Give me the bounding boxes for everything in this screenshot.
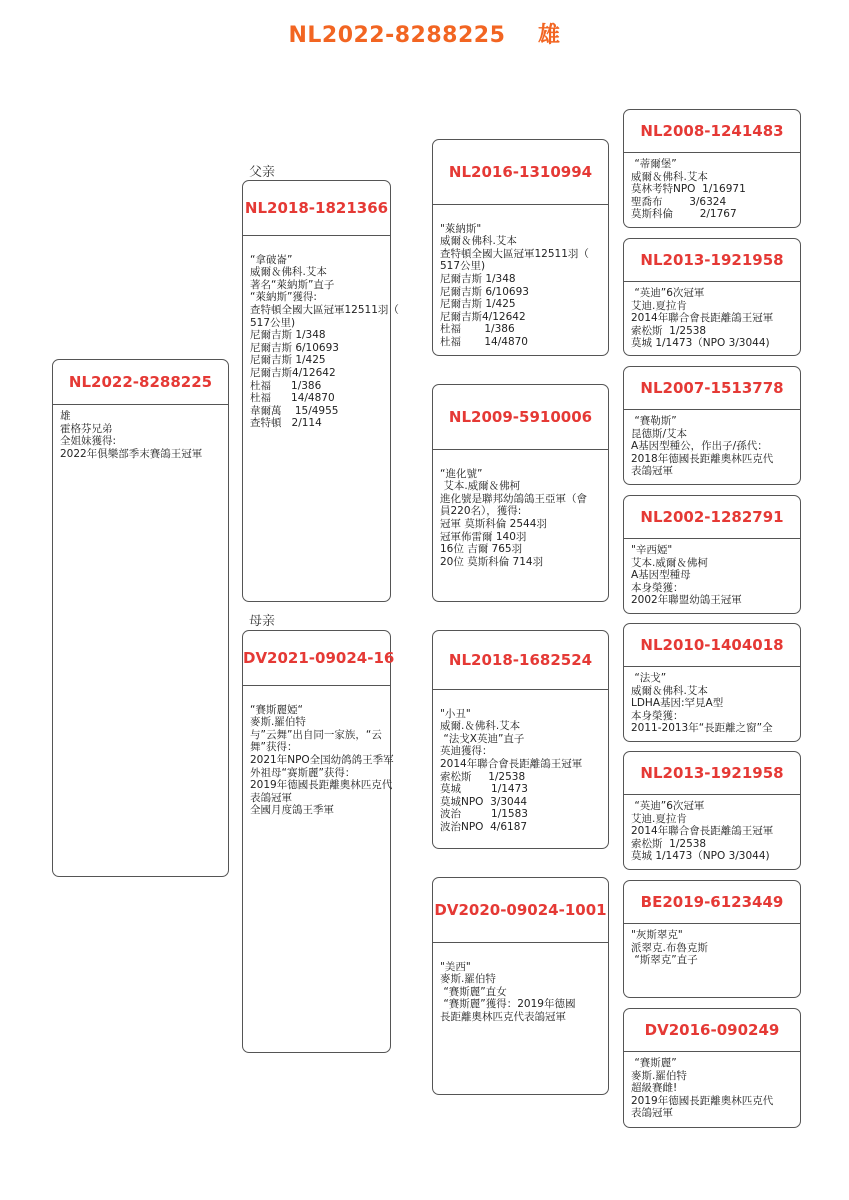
detail-line: 波治NPO 4/6187 [440,820,528,833]
detail-line: LDHA基因:罕見A型 [631,697,724,710]
detail-line: “法戈” [631,672,667,684]
sire-dam-sire-ring-number: NL2007-1513778 [624,367,800,410]
detail-line: 与”云舞”出自同一家族，“云 [250,728,382,741]
subject-card [52,359,229,877]
detail-line: “賽斯麗”獲得：2019年德國 [440,998,576,1011]
detail-line: 杜福 14/4870 [440,335,528,348]
detail-line: 2011-2013年“長距離之窗”全 [631,722,773,735]
detail-line: “英迪”6次冠軍 [631,800,705,812]
detail-line: “賽斯麗婭“ [250,703,303,716]
detail-line [440,695,602,708]
detail-line: "灰斯翠克" [631,929,683,941]
detail-line: “英迪”6次冠軍 [631,287,705,299]
sire-sire-dam-card [623,238,801,356]
dam-sire-sire-card [623,623,801,742]
detail-line: 杜福 1/386 [440,323,515,336]
sire-sire-sire-ring-number: NL2008-1241483 [624,110,800,153]
detail-line: 艾迪.夏拉肯 [631,299,687,312]
detail-line: “賽勒斯” [631,415,677,427]
detail-line: 莫斯科倫 2/1767 [631,208,737,221]
dam-sire-dam-card [623,751,801,870]
dam-dam-card [432,877,609,1095]
detail-line: 尼爾吉斯 1/425 [250,354,326,367]
detail-line: 莫林考特NPO 1/16971 [631,183,746,196]
detail-line: 查特頓全國大區冠軍12511羽（ [440,247,589,260]
sire-dam-card [432,384,609,602]
detail-line: 杜福 1/386 [250,379,322,392]
sire-section-label: 父亲 [249,165,276,180]
dam-ring-number: DV2021-09024-16 [243,631,390,686]
detail-line [250,241,384,254]
detail-line [440,210,602,223]
detail-line: 杜福 14/4870 [250,392,335,405]
detail-line: 尼爾吉斯 6/10693 [440,285,529,298]
detail-line: 威爾＆佛科.艾本 [440,235,517,248]
detail-line: 英迪獲得： [440,745,493,758]
detail-line: 麥斯.羅伯特 [250,716,306,729]
detail-line: 莫城NPO 3/3044 [440,795,528,808]
sire-card [242,180,399,602]
detail-line: "美西" [440,960,471,973]
detail-line: 16位 吉爾 765羽 [440,543,523,556]
detail-line: 2014年聯合會長距離鴿王冠軍 [440,757,583,770]
detail-line: 麥斯.羅伯特 [440,973,496,986]
sire-sire-dam-details [624,282,800,354]
detail-line: 艾迪.夏拉肯 [631,812,687,825]
detail-line: 2002年聯盟幼鴿王冠軍 [631,594,742,607]
sire-dam-details [433,450,608,572]
sire-ring-number: NL2018-1821366 [243,181,390,236]
detail-line: 2021年NPO全国幼鸽鸽王季军 [250,753,394,766]
detail-line: 冠軍佈雷爾 140羽 [440,530,527,543]
detail-line: 尼爾吉斯 1/348 [440,272,516,285]
detail-line: “賽斯麗”直女 [440,985,507,998]
detail-line: “斯翠克”直子 [631,954,698,967]
detail-line: 20位 莫斯科倫 714羽 [440,555,544,568]
detail-line: A基因型種公，作出子/孫代： [631,440,768,453]
detail-line: "萊納斯" [440,222,482,235]
dam-sire-sire-ring-number: NL2010-1404018 [624,624,800,667]
sire-sire-sire-details [624,153,800,225]
dam-sire-dam-ring-number: NL2013-1921958 [624,752,800,795]
detail-line: 超級賽雌! [631,1082,678,1095]
detail-line: 2014年聯合會長距離鴿王冠軍 [631,825,774,838]
detail-line: 莫城 1/1473 [440,783,528,796]
detail-line: 威爾＆佛科.艾本 [631,684,708,697]
detail-line: 威爾＆佛科.艾本 [631,170,708,183]
detail-line: 尼爾吉斯 6/10693 [250,341,339,354]
detail-line: 進化號是聯邦幼鴿鴿王亞軍（會 [440,492,587,505]
detail-line: 2018年德國長距離奧林匹克代 [631,452,774,465]
detail-line: 索松斯 1/2538 [631,837,707,850]
sire-sire-card [432,139,609,356]
detail-line: 尼爾吉斯 1/425 [440,298,516,311]
dam-card [242,630,395,1053]
detail-line: 派翠克.布魯克斯 [631,941,708,954]
detail-line: 2022年俱樂部季末賽鴿王冠軍 [60,447,203,460]
detail-line: 韋爾萬 15/4955 [250,404,339,417]
detail-line: 查特頓 2/114 [250,417,322,430]
sire-dam-ring-number: NL2009-5910006 [433,385,608,450]
detail-line: 昆德斯/艾本 [631,427,688,440]
detail-line: 尼爾吉斯4/12642 [440,310,526,323]
detail-line: “法戈X英迪”直子 [440,732,525,745]
detail-line: 2014年聯合會長距離鴿王冠軍 [631,312,774,325]
sire-sire-dam-ring-number: NL2013-1921958 [624,239,800,282]
detail-line [250,691,384,704]
page-title: NL2022-8288225 雄 [288,23,561,48]
detail-line: 2019年德國長距離奧林匹克代 [250,779,393,792]
dam-sire-ring-number: NL2018-1682524 [433,631,608,690]
dam-details [243,686,394,821]
detail-line: 艾本.威爾＆佛柯 [631,556,708,569]
dam-section-label: 母亲 [249,614,276,629]
detail-line: 517公里) [440,260,486,273]
detail-line: “蒂爾堡” [631,158,677,170]
detail-line: 艾本.威爾＆佛柯 [440,480,521,493]
detail-line: “賽斯麗” [631,1057,677,1069]
sire-dam-sire-details [624,410,800,482]
sire-sire-sire-card [623,109,801,228]
subject-details [53,405,228,464]
detail-line: "小丑" [440,707,471,720]
dam-sire-dam-details [624,795,800,867]
detail-line: 波治 1/1583 [440,808,528,821]
sire-dam-sire-card [623,366,801,485]
detail-line: “拿破崙” [250,253,293,266]
dam-dam-dam-ring-number: DV2016-090249 [624,1009,800,1052]
detail-line [440,455,602,468]
detail-line: 莫城 1/1473（NPO 3/3044) [631,337,770,350]
detail-line: 長距離奧林匹克代表鴿冠軍 [440,1010,566,1023]
sire-sire-ring-number: NL2016-1310994 [433,140,608,205]
detail-line: 雄 [60,410,71,422]
detail-line: 冠軍 莫斯科倫 2544羽 [440,517,547,530]
detail-line: 表鴿冠軍 [250,791,292,804]
detail-line: 尼爾吉斯 1/348 [250,329,326,342]
detail-line: “萊納斯”獲得: [250,291,317,304]
dam-dam-sire-ring-number: BE2019-6123449 [624,881,800,924]
sire-dam-dam-ring-number: NL2002-1282791 [624,496,800,539]
sire-dam-dam-card [623,495,801,614]
dam-sire-details [433,690,608,838]
detail-line [440,948,602,961]
detail-line: 表鴿冠軍 [631,1107,673,1120]
detail-line: 索松斯 1/2538 [631,324,707,337]
detail-line: 尼爾吉斯4/12642 [250,366,336,379]
detail-line: 麥斯.羅伯特 [631,1069,687,1082]
sire-dam-dam-details [624,539,800,611]
dam-dam-dam-details [624,1052,800,1124]
detail-line: 索松斯 1/2538 [440,770,526,783]
dam-dam-sire-details [624,924,800,971]
detail-line: 查特頓全國大區冠軍12511羽（ [250,303,399,316]
detail-line: 外祖母“赛斯麗”获得： [250,766,356,779]
detail-line: 本身榮獲： [631,709,684,722]
detail-line: “進化號” [440,467,483,480]
detail-line: 全國月度鴿王季軍 [250,804,334,817]
dam-dam-ring-number: DV2020-09024-1001 [433,878,608,943]
sire-sire-details [433,205,608,353]
detail-line: A基因型種母 [631,569,691,582]
sire-details [243,236,399,434]
detail-line: 霍格芬兄弟 [60,422,113,435]
detail-line: "辛西婭" [631,544,673,556]
subject-ring-number: NL2022-8288225 [53,360,228,405]
detail-line: 舞”获得： [250,741,298,754]
dam-dam-dam-card [623,1008,801,1128]
dam-dam-sire-card [623,880,801,998]
detail-line: 莫城 1/1473（NPO 3/3044) [631,850,770,863]
dam-sire-sire-details [624,667,800,739]
detail-line: 全姐妹獲得: [60,435,117,448]
detail-line: 表鴿冠軍 [631,465,673,478]
detail-line: 本身榮獲： [631,581,684,594]
dam-dam-details [433,943,608,1028]
detail-line: 威爾.＆佛科.艾本 [440,720,521,733]
detail-line: 聖喬布 3/6324 [631,195,727,208]
detail-line: 2019年德國長距離奧林匹克代 [631,1094,774,1107]
detail-line: 著名“萊納斯”直子 [250,278,335,291]
detail-line: 員220名），獲得: [440,505,522,518]
detail-line: 517公里) [250,316,296,329]
detail-line: 威爾＆佛科.艾本 [250,266,327,279]
dam-sire-card [432,630,609,849]
